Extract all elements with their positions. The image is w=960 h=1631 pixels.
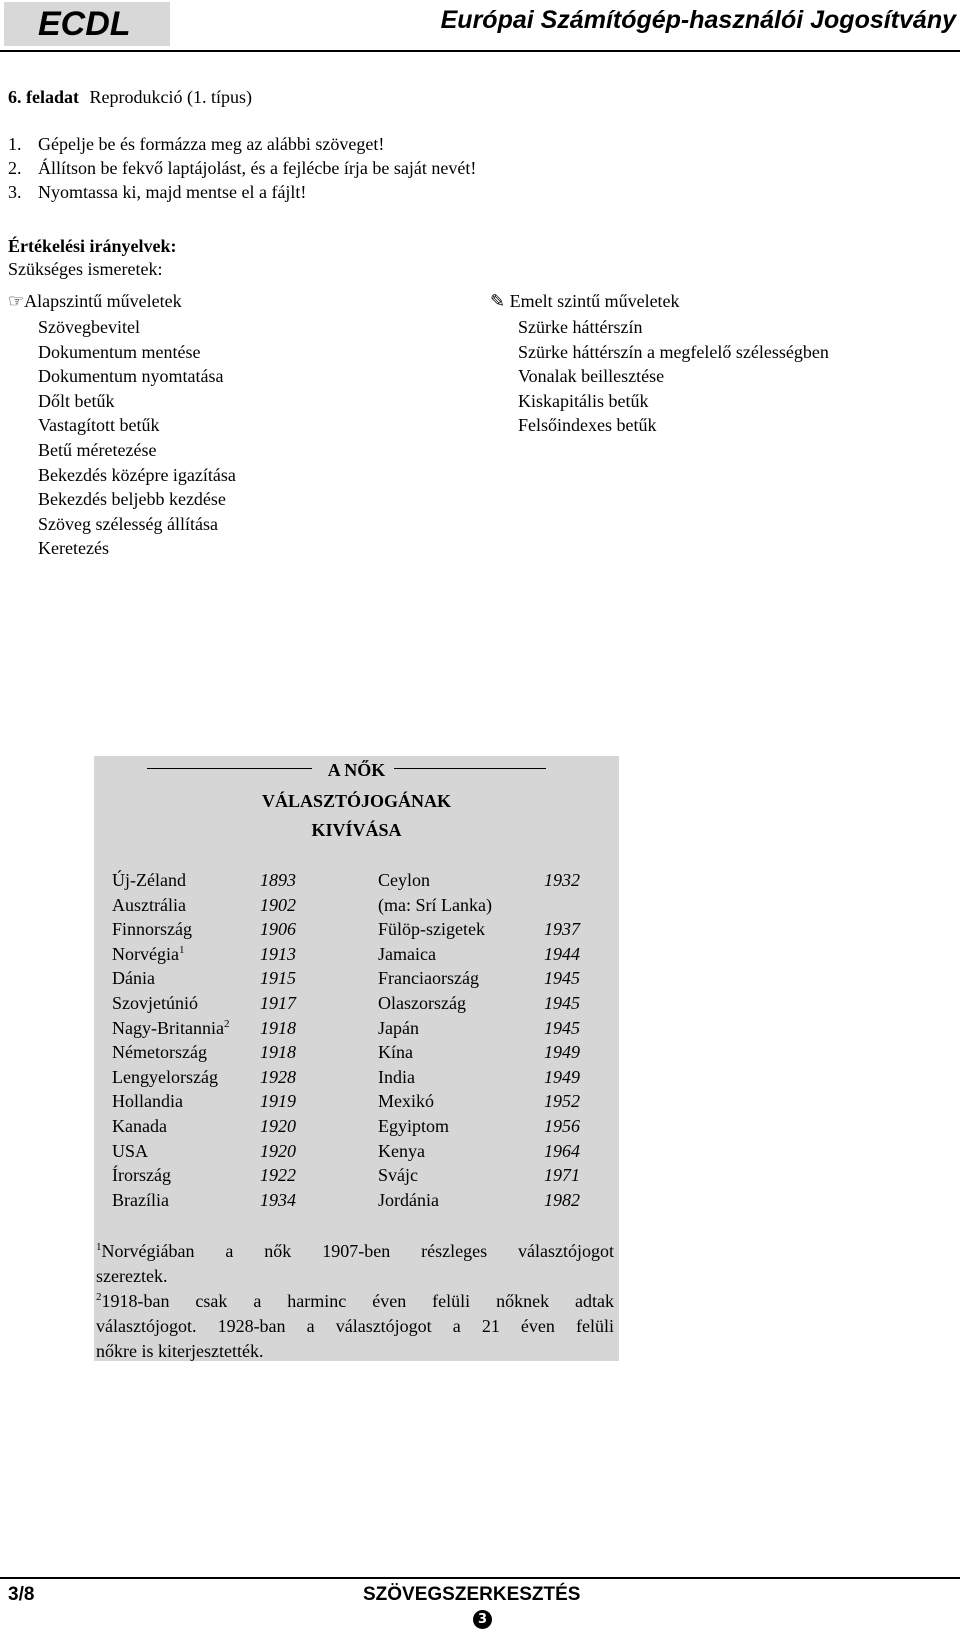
table-row [112,1165,342,1190]
country-table-right [378,870,603,1214]
box-title-line-3: KIVÍVÁSA [311,820,402,840]
country-name: Mexikó [378,1091,434,1112]
country-year: 1944 [544,943,580,964]
footnote-line: választójogot. 1928-ban a választójogot a 21 éven felüli [96,1316,614,1336]
table-row [112,1018,342,1043]
footnote-line: szereztek. [96,1266,168,1286]
country-year: 1920 [260,1140,296,1161]
evaluation-subtitle: Szükséges ismeretek: [8,259,163,279]
basic-skills-label: Alapszintű műveletek [24,291,182,311]
task-heading [8,87,252,108]
country-name: Lengyelország [112,1066,218,1087]
country-name [112,944,184,965]
list-item: Dokumentum mentése [38,341,201,362]
advanced-skills-list [518,315,829,438]
header-divider [0,50,960,52]
table-row [378,1190,603,1215]
country-year: 1945 [544,1017,580,1038]
list-item: Bekezdés középre igazítása [38,464,236,485]
country-name: Szovjetúnió [112,992,198,1013]
country-name: India [378,1066,415,1087]
step-number: 2. [8,158,22,178]
advanced-skills-heading [490,291,680,312]
step-number: 3. [8,182,22,202]
country-year: 1915 [260,968,296,989]
country-name: USA [112,1140,149,1161]
country-year: 1913 [260,943,296,964]
footnote-line [96,1239,614,1264]
country-year: 1893 [260,870,296,890]
country-name: Kína [378,1042,413,1063]
list-item: Keretezés [38,538,109,559]
list-item: Kiskapitális betűk [518,390,649,411]
country-name: Jordánia [378,1189,439,1210]
country-year: 1945 [544,992,580,1013]
table-row [378,1165,603,1190]
country-year: 1918 [260,1017,296,1038]
step-text: Nyomtassa ki, majd mentse el a fájlt! [38,182,307,202]
footnote-text: 1918-ban csak a harminc éven felüli nőknek adtak [101,1291,614,1311]
task-title: Reprodukció (1. típus) [89,87,252,107]
country-name: Új-Zéland [112,870,186,890]
country-name: Németország [112,1042,207,1063]
country-year: 1949 [544,1066,580,1087]
country-name: Egyiptom [378,1115,449,1136]
footnote-marker: 1 [96,1241,102,1253]
country-name: Franciaország [378,968,479,989]
country-year: 1956 [544,1115,580,1136]
country-year: 1920 [260,1115,296,1136]
table-row [112,895,342,920]
evaluation-title: Értékelési irányelvek: [8,236,177,256]
table-row [112,1067,342,1092]
list-item: Dőlt betűk [38,390,115,411]
header-title: Európai Számítógép-használói Jogosítvány [440,6,956,34]
table-row [378,1091,603,1116]
country-year: 1945 [544,968,580,989]
pointing-hand-icon: ☞ [8,291,25,311]
table-row [378,968,603,993]
list-item: Szövegbevitel [38,317,140,337]
country-year: 1902 [260,894,296,915]
footnote-line: nőkre is kiterjesztették. [96,1341,264,1361]
footnote-1 [96,1239,614,1289]
country-year: 1952 [544,1091,580,1112]
list-item: Felsőindexes betűk [518,415,657,436]
country-year: 1932 [544,870,580,890]
section-number-badge: 3 [473,1610,492,1629]
country-name: Fülöp-szigetek [378,919,485,940]
writing-hand-icon: ✎ [490,291,506,311]
advanced-skills-label: Emelt szintű műveletek [509,291,680,311]
country-year: 1971 [544,1165,580,1186]
country-year: 1906 [260,919,296,940]
country-name: Ausztrália [112,894,186,915]
country-name: Japán [378,1017,419,1038]
country-label: Norvégia [112,943,179,964]
list-item: Szürke háttérszín a megfelelő szélességben [518,341,829,362]
list-item: Betű méretezése [38,439,157,460]
table-row [112,968,342,993]
table-row [112,870,342,895]
basic-skills-heading [8,291,182,312]
footer-divider [0,1577,960,1579]
table-row [112,993,342,1018]
country-name [112,1018,229,1039]
table-row [112,919,342,944]
country-year: 1982 [544,1189,580,1210]
list-item: Szöveg szélesség állítása [38,513,218,534]
table-row [112,1141,342,1166]
table-row [378,993,603,1018]
country-name: Hollandia [112,1091,183,1112]
table-row [378,1018,603,1043]
box-title-line-2: VÁLASZTÓJOGÁNAK [261,791,452,811]
table-row [378,944,603,969]
country-year: 1919 [260,1091,296,1112]
list-item: Dokumentum nyomtatása [38,366,224,387]
footnote-text: Norvégiában a nők 1907-ben részleges választójogot [101,1241,614,1261]
country-year: 1937 [544,919,580,940]
country-label: Nagy-Britannia [112,1017,224,1038]
footnote-marker: 2 [96,1291,102,1303]
table-row [112,944,342,969]
step-number: 1. [8,134,22,154]
box-title-line-1: A NŐK [327,760,386,780]
country-year: 1918 [260,1042,296,1063]
country-name: Finnország [112,919,192,940]
table-row [112,1190,342,1215]
table-row [112,1116,342,1141]
table-row [378,1067,603,1092]
country-name: Dánia [112,968,155,989]
country-name: Kenya [378,1140,425,1161]
country-year: 1922 [260,1165,296,1186]
country-table-left [112,870,342,1214]
task-step [8,134,384,155]
page-number: 3/8 [8,1584,35,1605]
table-row [112,1091,342,1116]
list-item: Vastagított betűk [38,415,160,436]
ecdl-logo: ECDL [4,2,170,46]
step-text: Gépelje be és formázza meg az alábbi szöveget! [38,134,385,154]
footnote-line [96,1289,614,1314]
task-label: 6. feladat [8,87,79,107]
table-row [378,1042,603,1067]
list-item: Bekezdés beljebb kezdése [38,489,226,510]
country-year: 1934 [260,1189,296,1210]
section-title: SZÖVEGSZERKESZTÉS [363,1584,581,1605]
task-step [8,182,306,203]
country-name: Jamaica [378,943,436,964]
country-year: 1964 [544,1140,580,1161]
country-name: Kanada [112,1115,167,1136]
table-row [378,1141,603,1166]
country-year: 1917 [260,992,296,1013]
table-row [378,1116,603,1141]
footnote-2 [96,1289,614,1364]
table-row [378,919,603,944]
table-row [112,1042,342,1067]
task-step [8,158,476,179]
basic-skills-list [38,315,236,561]
table-row [378,895,603,920]
footnote-marker: 2 [223,1017,230,1030]
country-year: 1949 [544,1042,580,1063]
suffrage-box [94,756,619,1361]
country-name: Brazília [112,1189,169,1210]
country-name: Svájc [378,1165,418,1186]
list-item: Vonalak beillesztése [518,366,665,387]
country-name: Ceylon [378,870,430,890]
footnote-marker: 1 [178,943,185,956]
step-text: Állítson be fekvő laptájolást, és a fejlécbe írja be saját nevét! [38,158,477,178]
table-row [378,870,603,895]
country-name: Írország [112,1165,171,1186]
country-name: Olaszország [378,992,466,1013]
country-name: (ma: Srí Lanka) [378,894,492,915]
country-year: 1928 [260,1066,296,1087]
list-item: Szürke háttérszín [518,317,643,337]
